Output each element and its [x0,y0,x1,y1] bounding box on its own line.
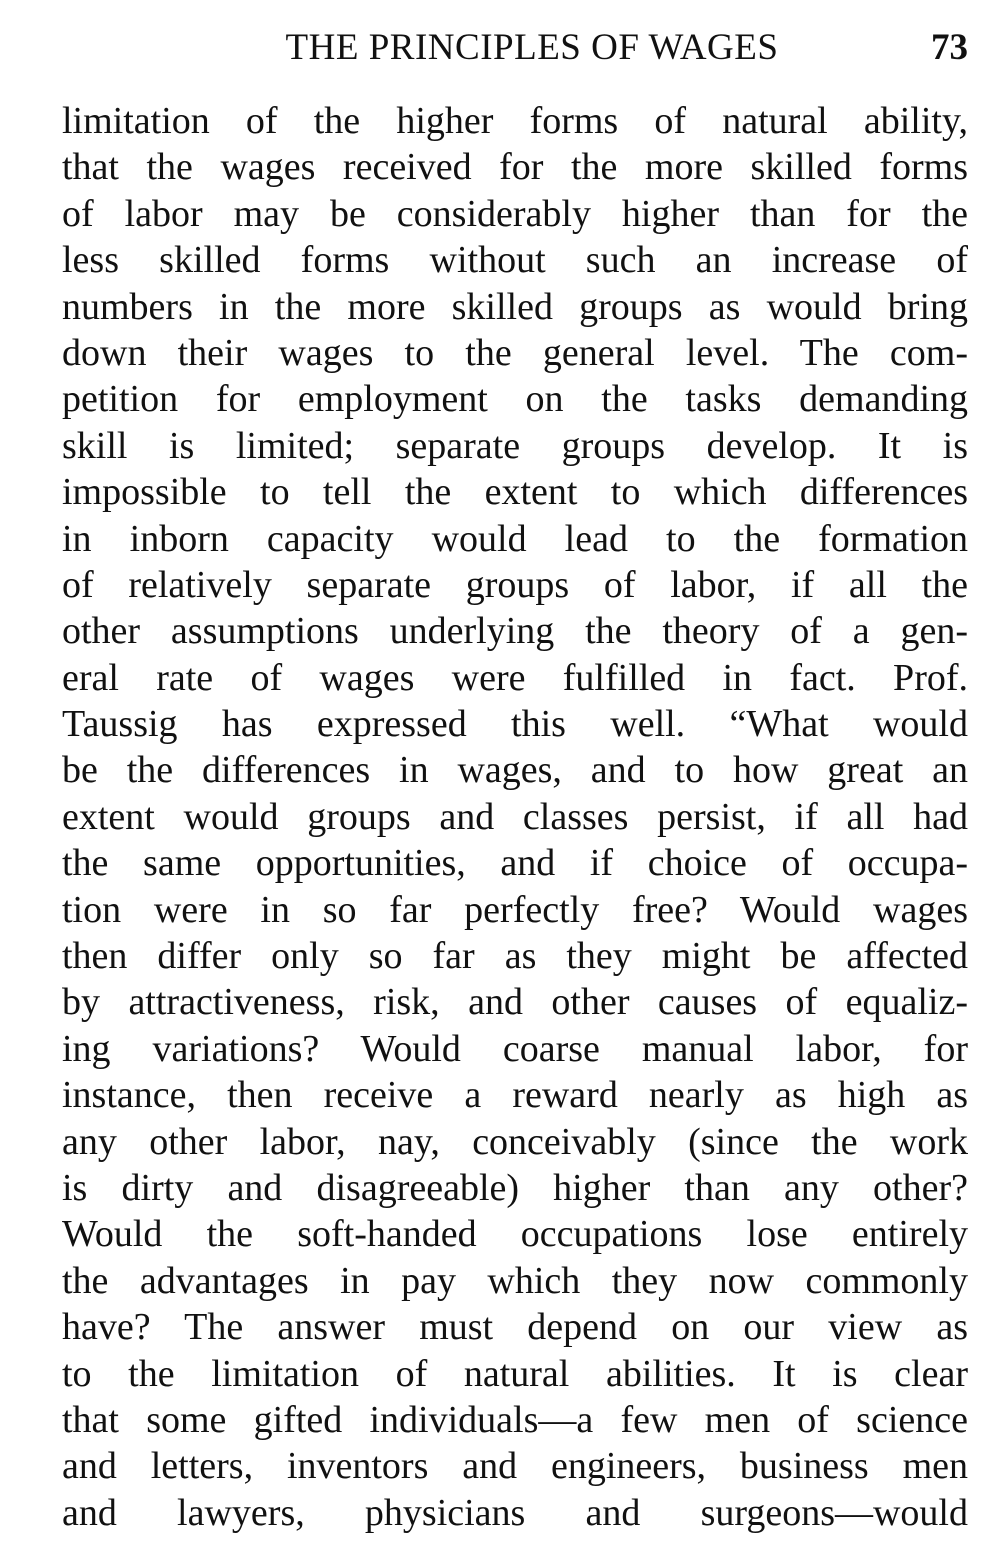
text-line: instance, then receive a reward nearly as high as [62,1074,968,1117]
running-head [62,24,968,72]
text-line: in inborn capacity would lead to the formation [62,517,968,560]
text-line: Taussig has expressed this well. “What would [62,703,968,746]
running-title: THE PRINCIPLES OF WAGES [285,27,779,68]
body-text [62,98,968,1536]
text-line: numbers in the more skilled groups as would bring [62,285,968,328]
text-line: be the differences in wages, and to how great an [62,749,968,792]
text-line: down their wages to the general level. The com- [62,331,968,374]
text-line: any other labor, nay, conceivably (since the work [62,1120,968,1163]
text-line: that some gifted individuals—a few men of science [62,1398,968,1441]
text-line: and lawyers, physicians and surgeons—would [62,1491,968,1534]
text-line: eral rate of wages were fulfilled in fact. Prof. [62,656,968,699]
text-line: of relatively separate groups of labor, if all the [62,563,968,606]
text-line: Would the soft-handed occupations lose entirely [62,1213,968,1256]
text-line: limitation of the higher forms of natural ability, [62,100,968,142]
text-line: skill is limited; separate groups develop. It is [62,424,968,467]
text-line: other assumptions underlying the theory of a gen- [62,610,968,653]
text-line: to the limitation of natural abilities. It is clear [62,1352,968,1395]
text-line: tion were in so far perfectly free? Would wages [62,888,968,931]
text-line: petition for employment on the tasks demanding [62,378,968,421]
text-line: is dirty and disagreeable) higher than any other? [62,1166,968,1209]
page-number: 73 [931,27,968,68]
text-line: then differ only so far as they might be affected [62,935,968,978]
text-line: extent would groups and classes persist, if all had [62,795,968,838]
text-line: ing variations? Would coarse manual labor, for [62,1027,968,1070]
text-line: have? The answer must depend on our view as [62,1306,968,1349]
text-line: impossible to tell the extent to which differences [62,471,968,514]
text-line: and letters, inventors and engineers, business men [62,1445,968,1488]
text-line: the same opportunities, and if choice of occupa- [62,842,968,885]
text-line: less skilled forms without such an increase of [62,239,968,282]
text-line: of labor may be considerably higher than for the [62,192,968,235]
text-line: the advantages in pay which they now commonly [62,1259,968,1302]
text-line: that the wages received for the more skilled forms [62,146,968,189]
text-line: by attractiveness, risk, and other causes of equaliz- [62,981,968,1024]
